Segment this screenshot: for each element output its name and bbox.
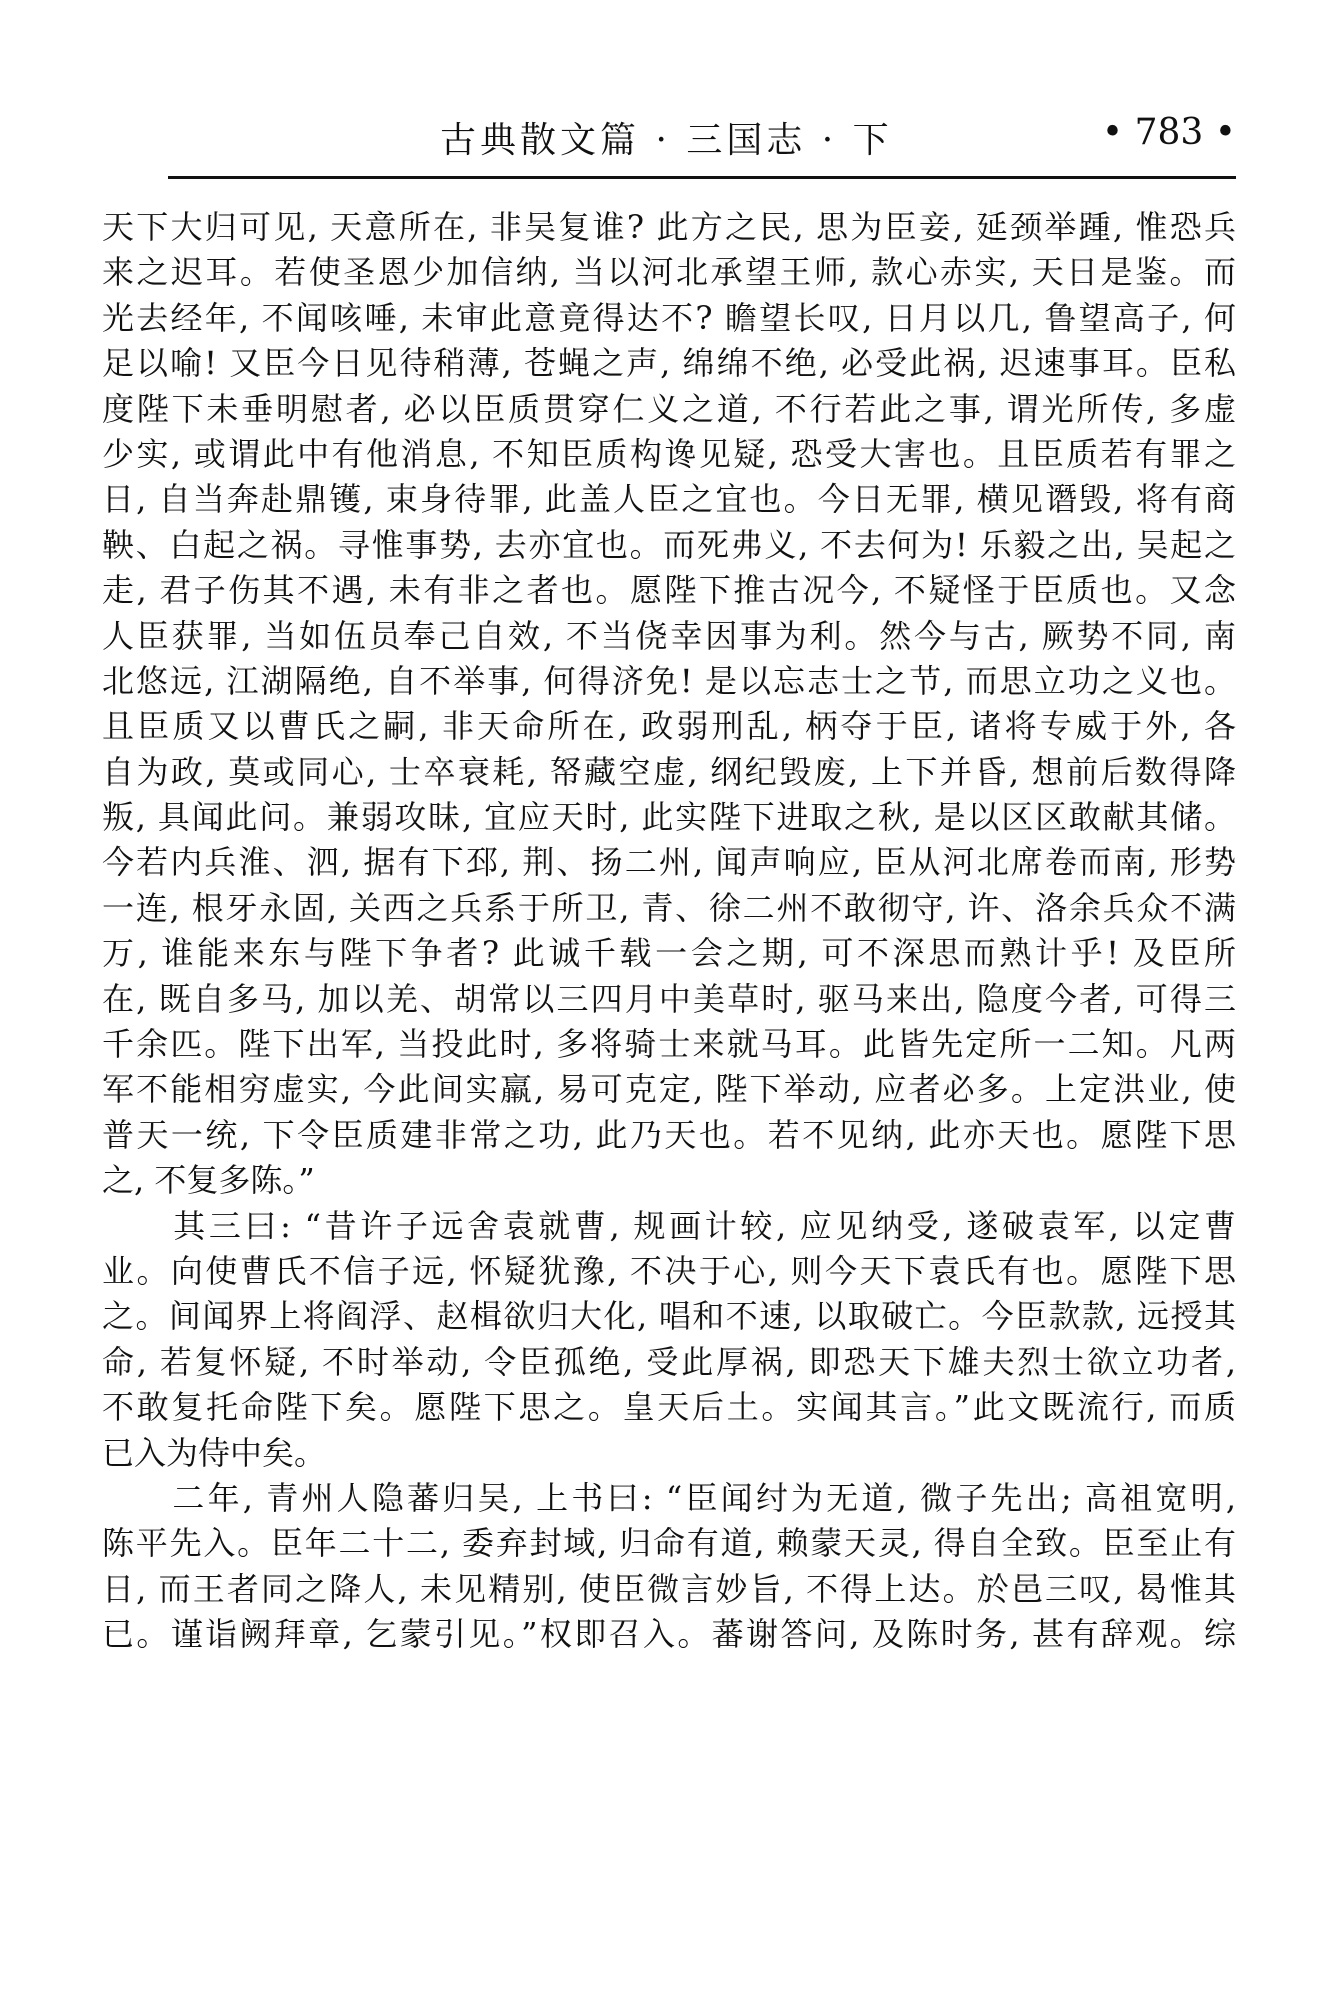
text-line: 万, 谁能来东与陛下争者? 此诚千载一会之期, 可不深思而熟计乎! 及臣所 — [102, 934, 1236, 973]
text-line: 军不能相穷虚实, 今此间实羸, 易可克定, 陛下举动, 应者必多。上定洪业, 使 — [102, 1070, 1236, 1109]
text-line: 一连, 根牙永固, 关西之兵系于所卫, 青、徐二州不敢彻守, 许、洛余兵众不满 — [102, 888, 1236, 927]
text-line: 且臣质又以曹氏之嗣, 非天命所在, 政弱刑乱, 柄夺于臣, 诸将专威于外, 各 — [102, 707, 1236, 746]
text-line: 日, 自当奔赴鼎镬, 束身待罪, 此盖人臣之宜也。今日无罪, 横见谮毁, 将有商 — [102, 480, 1236, 519]
text-line: 叛, 具闻此问。兼弱攻昧, 宜应天时, 此实陛下进取之秋, 是以区区敢献其储。 — [102, 798, 1236, 837]
text-line: 天下大归可见, 天意所在, 非吴复谁? 此方之民, 思为臣妾, 延颈举踵, 惟恐兵 — [102, 208, 1236, 246]
text-line: 陈平先入。臣年二十二, 委弃封域, 归命有道, 赖蒙天灵, 得自全致。臣至止有 — [102, 1524, 1236, 1563]
text-line: 命, 若复怀疑, 不时举动, 令臣孤绝, 受此厚祸, 即恐天下雄夫烈士欲立功者, — [102, 1342, 1236, 1381]
text-line: 业。向使曹氏不信子远, 怀疑犹豫, 不决于心, 则今天下袁氏有也。愿陛下思 — [102, 1251, 1236, 1290]
text-line: 其三曰: “昔许子远舍袁就曹, 规画计较, 应见纳受, 遂破袁军, 以定曹 — [102, 1206, 1236, 1245]
text-line: 足以喻! 又臣今日见待稍薄, 苍蝇之声, 绵绵不绝, 必受此祸, 迟速事耳。臣私 — [102, 344, 1236, 383]
body-text — [102, 205, 1236, 1658]
text-line: 鞅、白起之祸。寻惟事势, 去亦宜也。而死弗义, 不去何为! 乐毅之出, 吴起之 — [102, 525, 1236, 564]
text-line: 已入为侍中矣。 — [102, 1433, 327, 1472]
text-line: 在, 既自多马, 加以羌、胡常以三四月中美草时, 驱马来出, 隐度今者, 可得三 — [102, 979, 1236, 1018]
text-line: 之。间闻界上将阎浮、赵楫欲归大化, 唱和不速, 以取破亡。今臣款款, 远授其 — [102, 1297, 1236, 1336]
text-line: 今若内兵淮、泗, 据有下邳, 荆、扬二州, 闻声响应, 臣从河北席卷而南, 形势 — [102, 843, 1236, 882]
text-line: 普天一统, 下令臣质建非常之功, 此乃天也。若不见纳, 此亦天也。愿陛下思 — [102, 1115, 1236, 1154]
header-title: 古典散文篇 · 三国志 · 下 — [440, 120, 893, 161]
text-line: 北悠远, 江湖隔绝, 自不举事, 何得济免! 是以忘志士之节, 而思立功之义也。 — [102, 661, 1236, 700]
text-line: 日, 而王者同之降人, 未见精别, 使臣微言妙旨, 不得上达。於邑三叹, 曷惟其 — [102, 1569, 1236, 1608]
text-line: 二年, 青州人隐蕃归吴, 上书曰: “臣闻纣为无道, 微子先出; 高祖宽明, — [102, 1478, 1236, 1517]
text-line: 自为政, 莫或同心, 士卒衰耗, 帑藏空虚, 纲纪毁废, 上下并昏, 想前后数得降 — [102, 752, 1236, 791]
text-line: 不敢复托命陛下矣。愿陛下思之。皇天后土。实闻其言。”此文既流行, 而质 — [102, 1388, 1236, 1427]
text-line: 少实, 或谓此中有他消息, 不知臣质构谗见疑, 恐受大害也。且臣质若有罪之 — [102, 434, 1236, 473]
page-number: • 783 • — [1101, 112, 1236, 153]
text-line: 人臣获罪, 当如伍员奉己自效, 不当侥幸因事为利。然今与古, 厥势不同, 南 — [102, 616, 1236, 655]
text-line: 来之迟耳。若使圣恩少加信纳, 当以河北承望王师, 款心赤实, 天日是鉴。而 — [102, 253, 1236, 292]
text-line: 千余匹。陛下出军, 当投此时, 多将骑士来就马耳。此皆先定所一二知。凡两 — [102, 1025, 1236, 1064]
text-line: 度陛下未垂明慰者, 必以臣质贯穿仁义之道, 不行若此之事, 谓光所传, 多虚 — [102, 389, 1236, 428]
text-line: 光去经年, 不闻咳唾, 未审此意竟得达不? 瞻望长叹, 日月以几, 鲁望高子, 何 — [102, 298, 1236, 337]
text-line: 走, 君子伤其不遇, 未有非之者也。愿陛下推古况今, 不疑怪于臣质也。又念 — [102, 571, 1236, 610]
text-line: 已。谨诣阙拜章, 乞蒙引见。”权即召入。蕃谢答问, 及陈时务, 甚有辞观。综 — [102, 1615, 1236, 1654]
running-header — [168, 108, 1236, 179]
text-line: 之, 不复多陈。” — [102, 1161, 315, 1200]
